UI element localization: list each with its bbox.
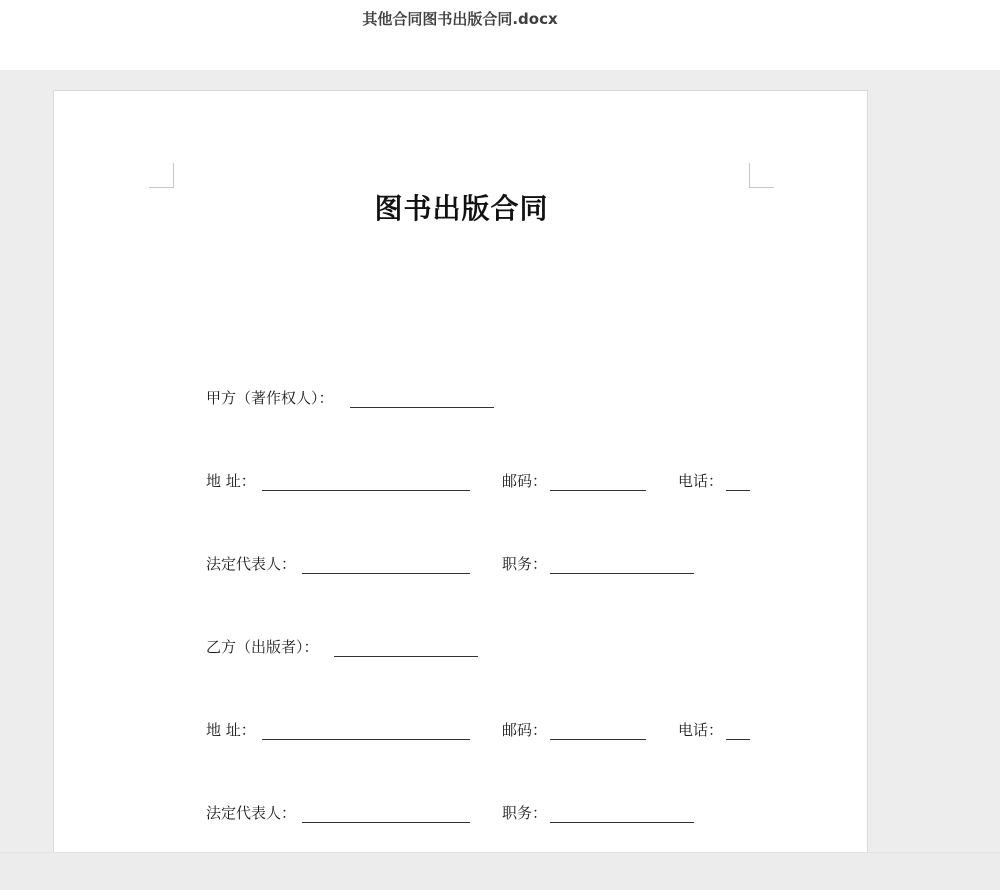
party-b-address-blank <box>262 739 470 740</box>
party-a-legal-rep-blank <box>302 573 470 574</box>
party-b-postcode-blank <box>550 739 646 740</box>
party-a-address-row <box>206 470 766 492</box>
party-b-row <box>206 636 506 658</box>
document-filename: 其他合同图书出版合同.docx <box>362 10 558 28</box>
party-b-address-row <box>206 719 766 741</box>
party-a-row <box>206 387 506 409</box>
party-b-phone-blank <box>726 739 750 740</box>
party-b-address-label: 地 址： <box>206 721 256 739</box>
party-a-blank <box>350 407 494 408</box>
party-a-address-blank <box>262 490 470 491</box>
party-a-postcode-label: 邮码： <box>502 472 548 490</box>
party-b-postcode-label: 邮码： <box>502 721 548 739</box>
party-b-legal-rep-row <box>206 802 766 824</box>
party-b-phone-label: 电话： <box>678 721 724 739</box>
party-a-legal-rep-row <box>206 553 766 575</box>
crop-mark-top-right <box>749 163 774 188</box>
party-a-postcode-blank <box>550 490 646 491</box>
party-b-legal-rep-blank <box>302 822 470 823</box>
document-page <box>53 90 868 890</box>
bottom-bar <box>0 852 1000 890</box>
party-b-blank <box>334 656 478 657</box>
party-b-legal-rep-label: 法定代表人： <box>206 804 297 822</box>
party-a-phone-blank <box>726 490 750 491</box>
party-a-phone-label: 电话： <box>678 472 724 490</box>
party-a-legal-rep-label: 法定代表人： <box>206 555 297 573</box>
title-bar <box>0 0 1000 70</box>
party-a-label: 甲方（著作权人）： <box>206 389 334 407</box>
party-a-address-label: 地 址： <box>206 472 256 490</box>
contract-title: 图书出版合同 <box>374 192 549 225</box>
party-a-position-blank <box>550 573 694 574</box>
crop-mark-top-left <box>149 163 174 188</box>
party-b-position-label: 职务： <box>502 804 548 822</box>
party-a-position-label: 职务： <box>502 555 548 573</box>
party-b-label: 乙方（出版者）： <box>206 638 319 656</box>
party-b-position-blank <box>550 822 694 823</box>
